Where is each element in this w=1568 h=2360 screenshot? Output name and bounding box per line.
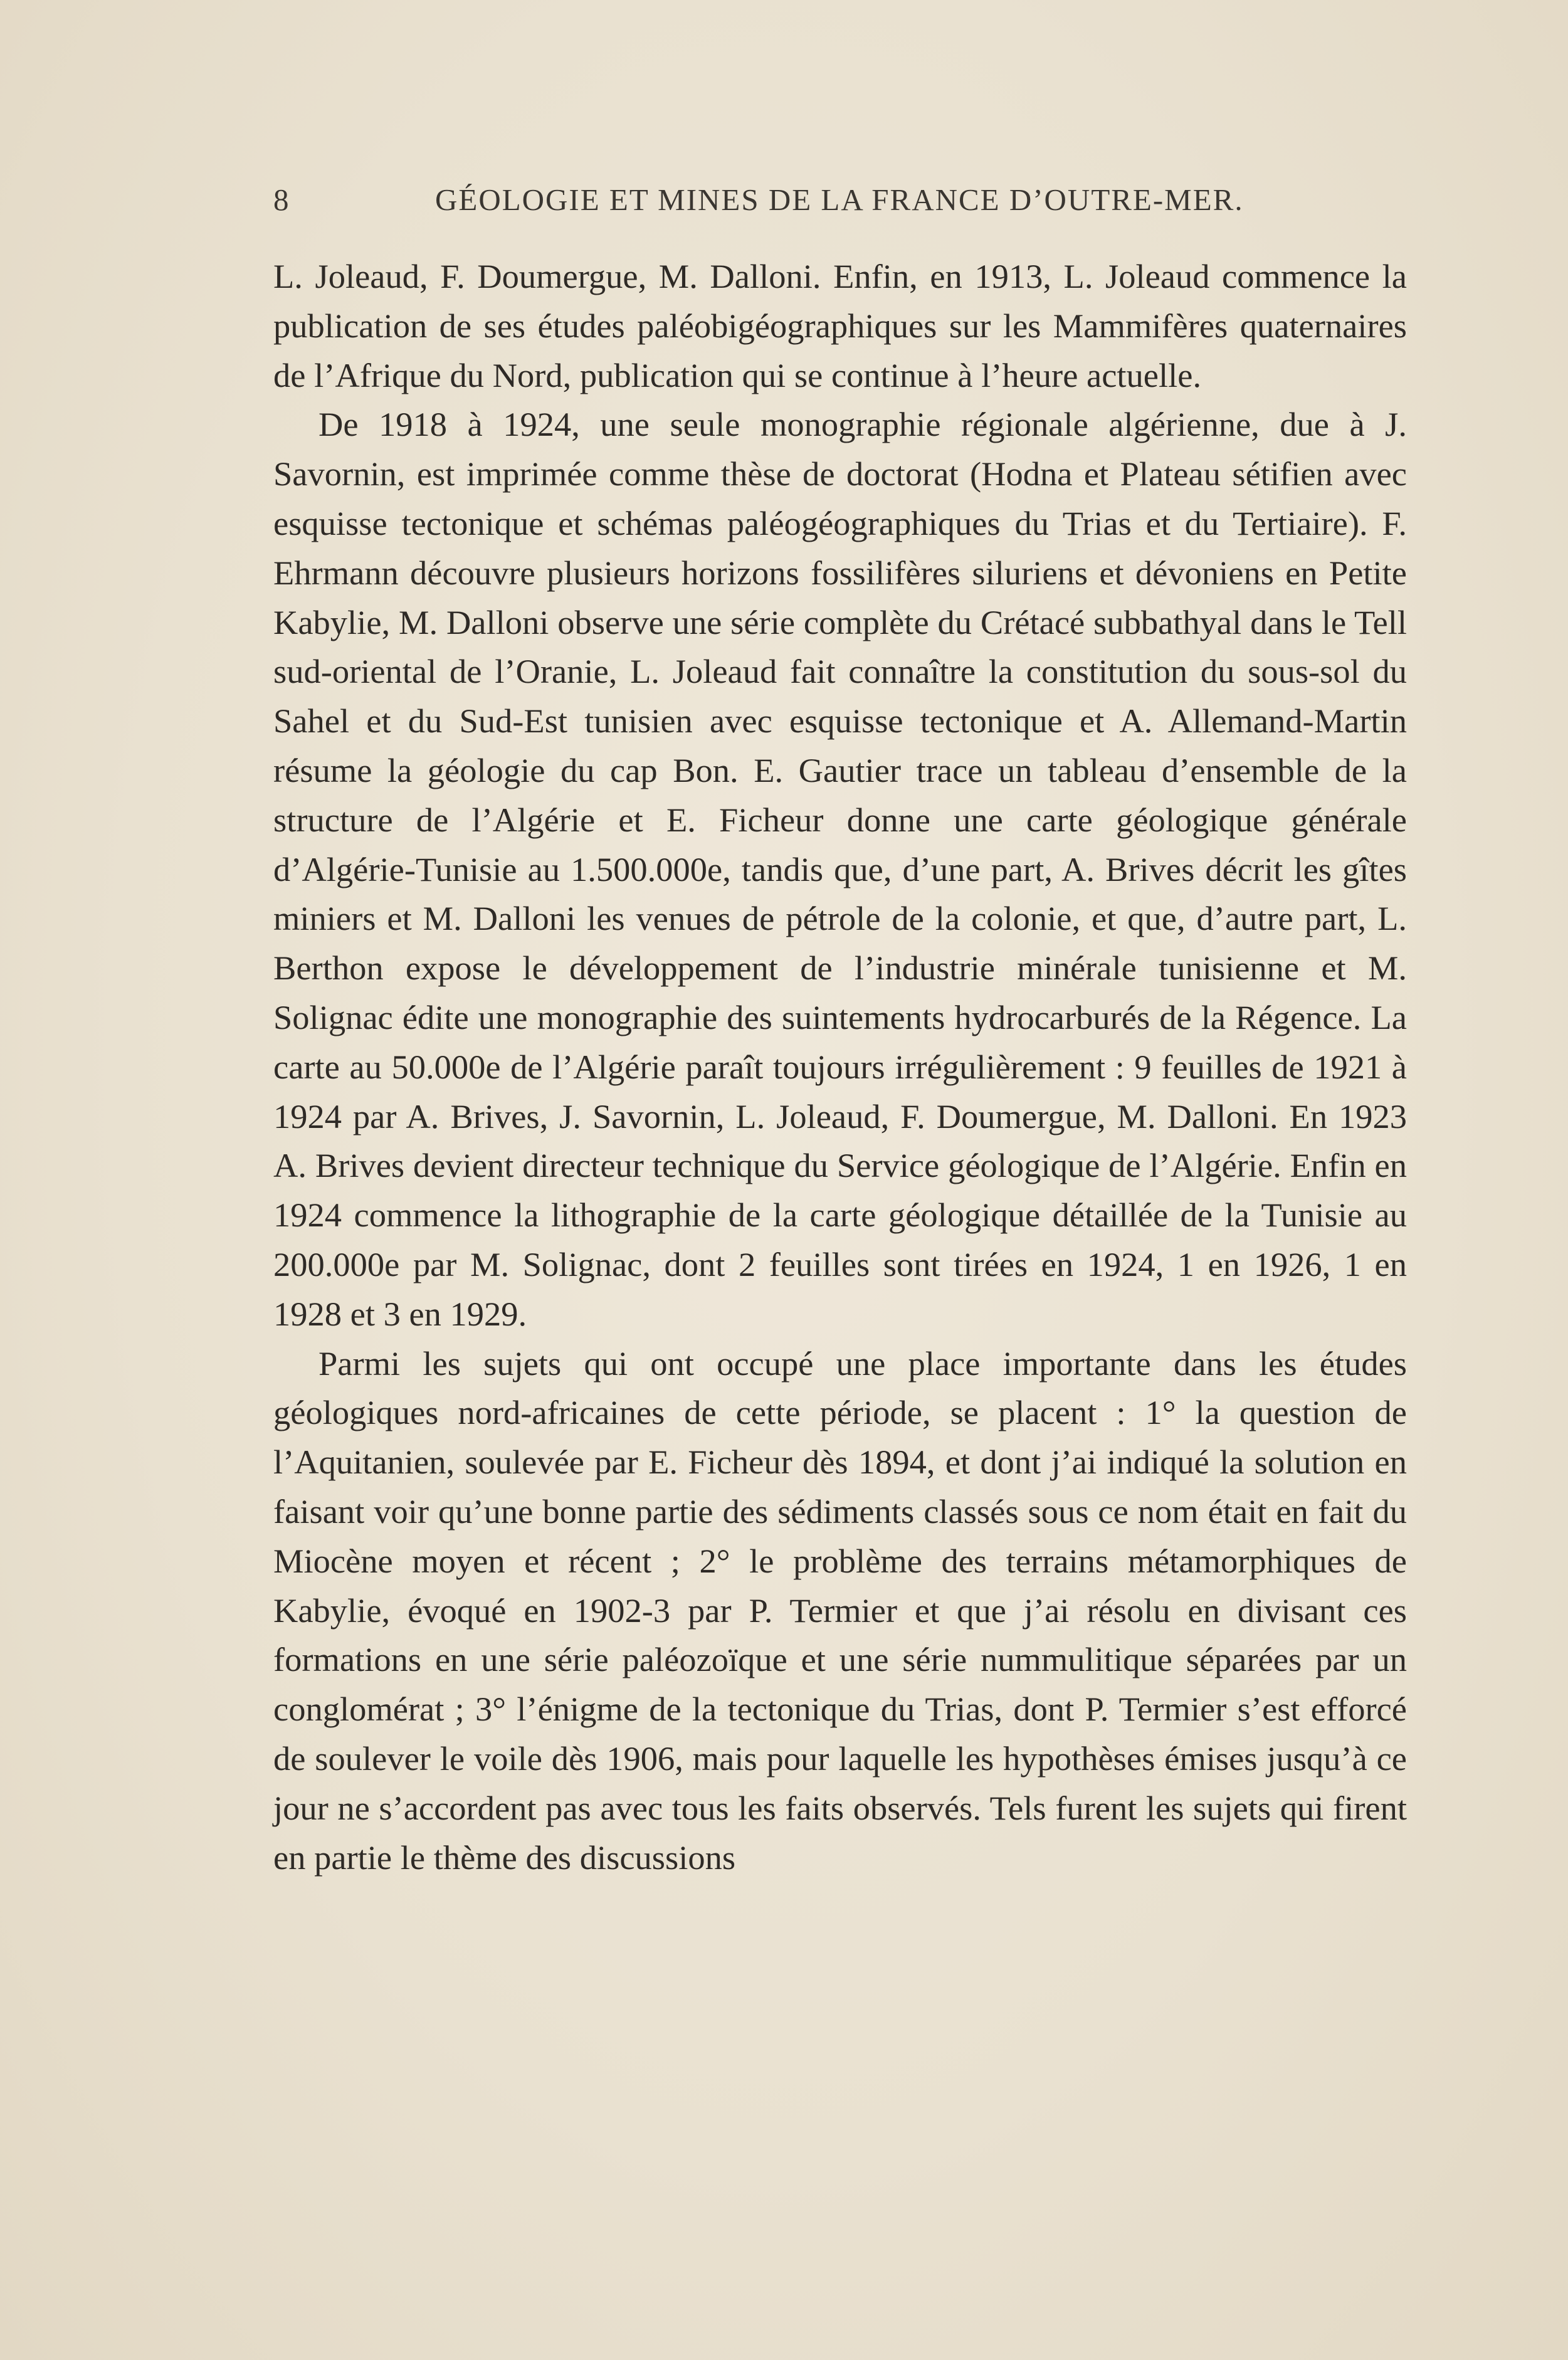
running-title: GÉOLOGIE ET MINES DE LA FRANCE D’OUTRE-MER.: [435, 182, 1244, 217]
page-header: [273, 182, 1302, 226]
body-text: [273, 252, 1407, 1882]
paragraph: Parmi les sujets qui ont occupé une place importante dans les études géologiques nord-africaines de cette période, se placent : 1° la question de l’Aquitanien, soulevée par E. Ficheur dès 1894, et dont j’ai indiqué la solution en faisant voir qu’une bonne partie des sédiments classés sous ce nom était en fait du Miocène moyen et récent ; 2° le problème des terrains métamorphiques de Kabylie, évoqué en 1902-3 par P. Termier et que j’ai résolu en divisant ces formations en une série paléozoïque et une série nummulitique séparées par un conglomérat ; 3° l’énigme de la tectonique du Trias, dont P. Termier s’est efforcé de soulever le voile dès 1906, mais pour laquelle les hypothèses émises jusqu’à ce jour ne s’accordent pas avec tous les faits observés. Tels furent les sujets qui firent en partie le thème des discussions: [273, 1344, 1407, 1877]
paragraph-continuation: L. Joleaud, F. Doumergue, M. Dalloni. Enfin, en 1913, L. Joleaud commence la publication de ses études paléobigéographiques sur les Mammifères quaternaires de l’Afrique du Nord, publication qui se continue à l’heure actuelle.: [273, 257, 1407, 394]
paragraph: De 1918 à 1924, une seule monographie régionale algérienne, due à J. Savornin, est imprimée comme thèse de doctorat (Hodna et Plateau sétifien avec esquisse tectonique et schémas paléogéographiques du Trias et du Tertiaire). F. Ehrmann découvre plusieurs horizons fossilifères siluriens et dévoniens en Petite Kabylie, M. Dalloni observe une série complète du Crétacé subbathyal dans le Tell sud-oriental de l’Oranie, L. Joleaud fait connaître la constitution du sous-sol du Sahel et du Sud-Est tunisien avec esquisse tectonique et A. Allemand-Martin résume la géologie du cap Bon. E. Gautier trace un tableau d’ensemble de la structure de l’Algérie et E. Ficheur donne une carte géologique générale d’Algérie-Tunisie au 1.500.000e, tandis que, d’une part, A. Brives décrit les gîtes miniers et M. Dalloni les venues de pétrole de la colonie, et que, d’autre part, L. Berthon expose le développement de l’industrie minérale tunisienne et M. Solignac édite une monographie des suintements hydrocarburés de la Régence. La carte au 50.000e de l’Algérie paraît toujours irrégulièrement : 9 feuilles de 1921 à 1924 par A. Brives, J. Savornin, L. Joleaud, F. Doumergue, M. Dalloni. En 1923 A. Brives devient directeur technique du Service géologique de l’Algérie. Enfin en 1924 commence la lithographie de la carte géologique détaillée de la Tunisie au 200.000e par M. Solignac, dont 2 feuilles sont tirées en 1924, 1 en 1926, 1 en 1928 et 3 en 1929.: [273, 405, 1407, 1333]
page-number: 8: [273, 182, 290, 217]
